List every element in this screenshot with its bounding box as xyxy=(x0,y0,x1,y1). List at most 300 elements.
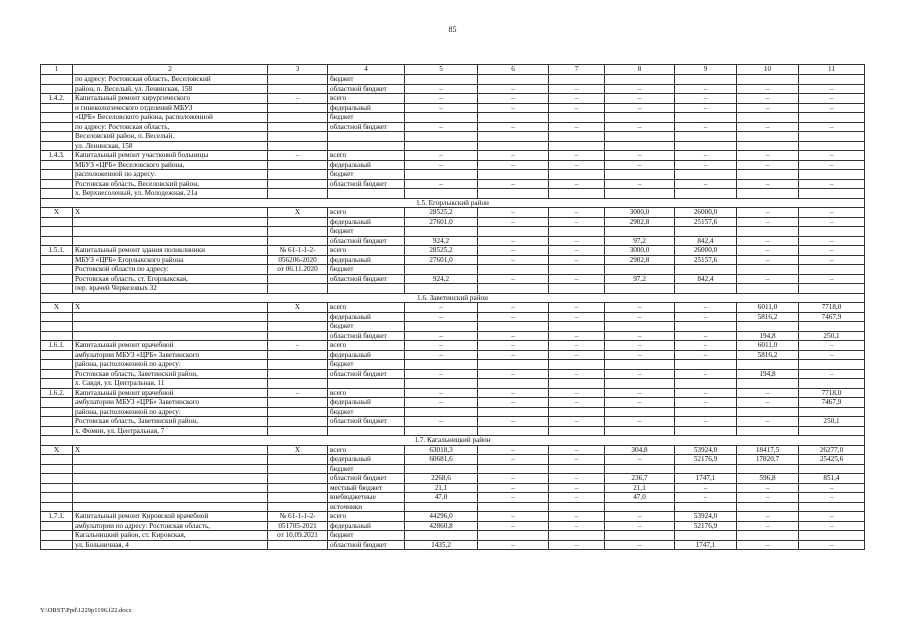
table-cell: – xyxy=(675,350,737,360)
table-cell: – xyxy=(549,103,605,113)
table-cell xyxy=(675,360,737,370)
table-cell xyxy=(799,464,865,474)
table-cell: 1.7.1. xyxy=(41,512,73,522)
table-cell xyxy=(268,455,328,465)
table-cell: Ростовская область, Веселовский район, xyxy=(73,179,268,189)
table-cell: Х xyxy=(41,445,73,455)
table-row xyxy=(41,445,865,455)
table-cell xyxy=(268,474,328,484)
table-cell: Х xyxy=(73,208,268,218)
table-cell xyxy=(405,464,478,474)
table-cell: Капитальный ремонт врачебной xyxy=(73,341,268,351)
table-cell xyxy=(799,360,865,370)
table-cell: № 61-1-1-2- xyxy=(268,512,328,522)
table-cell: – xyxy=(675,388,737,398)
table-cell: МБУЗ «ЦРБ» Веселовского района, xyxy=(73,160,268,170)
table-cell xyxy=(605,284,675,294)
table-cell: – xyxy=(268,151,328,161)
table-cell: 63018,3 xyxy=(405,445,478,455)
table-cell: – xyxy=(799,540,865,550)
table-cell: – xyxy=(478,122,549,132)
table-cell xyxy=(799,322,865,332)
table-cell xyxy=(605,464,675,474)
table-cell: амбулатории МБУЗ «ЦРБ» Заветинского xyxy=(73,350,268,360)
table-cell xyxy=(799,141,865,151)
table-cell xyxy=(675,113,737,123)
table-cell xyxy=(478,141,549,151)
table-cell: бюджет xyxy=(328,227,405,237)
table-cell: – xyxy=(405,151,478,161)
table-cell: – xyxy=(799,255,865,265)
table-cell: – xyxy=(605,303,675,313)
table-cell xyxy=(73,312,268,322)
table-cell xyxy=(41,369,73,379)
table-cell: Ростовская область, ст. Егорлыкская, xyxy=(73,274,268,284)
table-cell: – xyxy=(799,274,865,284)
table-cell: Капитальный ремонт врачебной xyxy=(73,388,268,398)
table-cell: областной бюджет xyxy=(328,474,405,484)
table-cell: 26000,0 xyxy=(675,246,737,256)
table-cell: – xyxy=(737,122,799,132)
table-cell xyxy=(41,274,73,284)
table-cell: 250,1 xyxy=(799,417,865,427)
table-cell xyxy=(41,170,73,180)
table-row xyxy=(41,265,865,275)
table-cell xyxy=(478,360,549,370)
table-cell xyxy=(605,75,675,85)
table-cell xyxy=(799,379,865,389)
table-header-row xyxy=(41,65,865,75)
table-row xyxy=(41,379,865,389)
table-cell xyxy=(268,132,328,142)
table-cell: – xyxy=(549,331,605,341)
table-cell xyxy=(41,483,73,493)
table-cell xyxy=(675,284,737,294)
table-cell: – xyxy=(478,540,549,550)
table-cell: МБУЗ «ЦРБ» Егорлыкского района xyxy=(73,255,268,265)
table-cell: – xyxy=(737,540,799,550)
table-cell xyxy=(605,360,675,370)
table-cell xyxy=(405,360,478,370)
table-cell xyxy=(737,426,799,436)
table-cell xyxy=(41,331,73,341)
budget-table xyxy=(40,64,865,550)
table-cell: 47,0 xyxy=(405,493,478,503)
table-row xyxy=(41,160,865,170)
table-row xyxy=(41,417,865,427)
table-cell xyxy=(799,426,865,436)
table-cell: – xyxy=(478,179,549,189)
table-cell: внебюджетные xyxy=(328,493,405,503)
table-cell xyxy=(405,189,478,199)
table-row xyxy=(41,170,865,180)
table-row xyxy=(41,179,865,189)
table-cell xyxy=(73,464,268,474)
table-cell: 1747,1 xyxy=(675,474,737,484)
table-cell: – xyxy=(268,94,328,104)
table-row xyxy=(41,274,865,284)
column-header: 4 xyxy=(328,65,405,75)
table-cell: – xyxy=(605,540,675,550)
table-row xyxy=(41,284,865,294)
table-cell xyxy=(799,132,865,142)
table-cell: – xyxy=(605,151,675,161)
table-cell: – xyxy=(549,274,605,284)
table-cell xyxy=(41,265,73,275)
table-cell xyxy=(478,265,549,275)
table-cell: – xyxy=(737,179,799,189)
table-cell: расположенной по адресу: xyxy=(73,170,268,180)
table-row xyxy=(41,331,865,341)
table-cell: бюджет xyxy=(328,75,405,85)
table-row xyxy=(41,369,865,379)
table-cell: – xyxy=(605,455,675,465)
table-cell: 1747,1 xyxy=(675,540,737,550)
table-cell xyxy=(675,227,737,237)
table-cell xyxy=(268,331,328,341)
table-cell: – xyxy=(478,331,549,341)
table-cell: – xyxy=(799,512,865,522)
table-cell: Х xyxy=(41,208,73,218)
table-cell: 7467,9 xyxy=(799,398,865,408)
table-cell: – xyxy=(799,246,865,256)
table-cell: – xyxy=(549,236,605,246)
table-cell xyxy=(549,322,605,332)
table-cell xyxy=(268,483,328,493)
table-row xyxy=(41,398,865,408)
table-cell: 25425,6 xyxy=(799,455,865,465)
table-cell: – xyxy=(549,341,605,351)
table-cell: федеральный xyxy=(328,217,405,227)
table-cell: Х xyxy=(268,445,328,455)
table-row xyxy=(41,341,865,351)
table-cell xyxy=(799,407,865,417)
table-cell: – xyxy=(737,521,799,531)
table-cell: 17820,7 xyxy=(737,455,799,465)
table-cell xyxy=(41,236,73,246)
table-cell: – xyxy=(799,208,865,218)
table-cell: 97,2 xyxy=(605,236,675,246)
table-cell xyxy=(268,322,328,332)
table-cell xyxy=(478,113,549,123)
table-cell: – xyxy=(737,398,799,408)
table-cell: областной бюджет xyxy=(328,179,405,189)
table-cell xyxy=(405,502,478,512)
table-cell: – xyxy=(737,236,799,246)
table-cell: амбулатории МБУЗ «ЦРБ» Заветинского xyxy=(73,398,268,408)
table-cell: 842,4 xyxy=(675,274,737,284)
table-cell: всего xyxy=(328,445,405,455)
table-cell: – xyxy=(405,84,478,94)
table-cell xyxy=(478,132,549,142)
table-cell xyxy=(675,170,737,180)
table-cell xyxy=(605,502,675,512)
table-cell xyxy=(73,217,268,227)
table-cell xyxy=(41,141,73,151)
table-cell: – xyxy=(605,312,675,322)
table-cell: амбулатории по адресу: Ростовская область, xyxy=(73,521,268,531)
table-cell xyxy=(41,122,73,132)
table-cell: областной бюджет xyxy=(328,84,405,94)
table-row xyxy=(41,132,865,142)
table-cell xyxy=(737,407,799,417)
table-cell xyxy=(737,379,799,389)
table-row xyxy=(41,474,865,484)
table-cell: район, п. Веселый, ул. Ленинская, 158 xyxy=(73,84,268,94)
table-cell xyxy=(737,464,799,474)
table-row xyxy=(41,255,865,265)
table-cell: ул. Ленинская, 158 xyxy=(73,141,268,151)
table-cell xyxy=(268,113,328,123)
table-cell: федеральный xyxy=(328,103,405,113)
table-cell: – xyxy=(737,84,799,94)
table-cell: всего xyxy=(328,512,405,522)
table-cell xyxy=(799,284,865,294)
table-cell: – xyxy=(549,493,605,503)
table-cell: – xyxy=(605,398,675,408)
table-cell xyxy=(605,132,675,142)
table-cell xyxy=(605,531,675,541)
table-cell xyxy=(799,531,865,541)
table-cell xyxy=(41,84,73,94)
table-cell: 2268,6 xyxy=(405,474,478,484)
table-cell: – xyxy=(405,369,478,379)
table-cell: – xyxy=(478,493,549,503)
table-cell xyxy=(41,474,73,484)
table-cell: бюджет xyxy=(328,464,405,474)
table-row xyxy=(41,312,865,322)
table-cell xyxy=(73,455,268,465)
table-cell: – xyxy=(478,455,549,465)
table-row xyxy=(41,464,865,474)
table-cell: – xyxy=(549,417,605,427)
table-cell: всего xyxy=(328,388,405,398)
table-cell: 27601,0 xyxy=(405,217,478,227)
table-cell xyxy=(737,284,799,294)
table-cell: – xyxy=(605,179,675,189)
table-cell xyxy=(737,360,799,370)
table-cell xyxy=(268,502,328,512)
table-cell: – xyxy=(799,122,865,132)
table-cell: 7718,0 xyxy=(799,388,865,398)
table-cell: областной бюджет xyxy=(328,417,405,427)
table-cell: – xyxy=(478,274,549,284)
table-cell xyxy=(737,189,799,199)
table-cell: – xyxy=(268,341,328,351)
table-cell: областной бюджет xyxy=(328,369,405,379)
table-cell: 25157,6 xyxy=(675,255,737,265)
table-cell: – xyxy=(549,483,605,493)
column-header: 6 xyxy=(478,65,549,75)
table-cell: – xyxy=(478,246,549,256)
table-cell xyxy=(737,227,799,237)
column-header: 9 xyxy=(675,65,737,75)
section-row xyxy=(41,293,865,303)
table-cell xyxy=(478,75,549,85)
table-cell: 21,1 xyxy=(605,483,675,493)
table-cell: – xyxy=(737,208,799,218)
table-cell: – xyxy=(405,388,478,398)
table-cell: района, расположенной по адресу: xyxy=(73,360,268,370)
table-cell: всего xyxy=(328,208,405,218)
table-cell xyxy=(799,113,865,123)
table-cell: – xyxy=(549,474,605,484)
table-cell xyxy=(73,331,268,341)
table-cell: – xyxy=(737,151,799,161)
table-cell: – xyxy=(268,388,328,398)
table-cell: – xyxy=(799,179,865,189)
table-cell xyxy=(268,464,328,474)
table-cell: – xyxy=(605,521,675,531)
table-cell xyxy=(73,236,268,246)
table-row xyxy=(41,388,865,398)
table-row xyxy=(41,540,865,550)
table-cell: – xyxy=(405,417,478,427)
table-cell xyxy=(268,398,328,408)
table-cell: – xyxy=(478,94,549,104)
table-cell xyxy=(478,407,549,417)
table-cell: – xyxy=(405,103,478,113)
table-cell: – xyxy=(605,341,675,351)
table-cell xyxy=(268,236,328,246)
table-cell xyxy=(799,502,865,512)
table-cell: – xyxy=(478,369,549,379)
table-cell xyxy=(268,160,328,170)
table-cell: Х xyxy=(41,303,73,313)
table-cell xyxy=(405,132,478,142)
table-cell: – xyxy=(478,255,549,265)
table-cell: бюджет xyxy=(328,531,405,541)
table-cell: федеральный xyxy=(328,255,405,265)
table-cell: 53924,0 xyxy=(675,445,737,455)
table-cell: областной бюджет xyxy=(328,236,405,246)
table-cell xyxy=(549,132,605,142)
table-cell xyxy=(41,113,73,123)
table-row xyxy=(41,151,865,161)
table-cell: – xyxy=(478,445,549,455)
table-cell xyxy=(328,141,405,151)
table-cell xyxy=(268,493,328,503)
table-cell: – xyxy=(737,274,799,284)
table-cell xyxy=(478,170,549,180)
table-cell xyxy=(549,227,605,237)
column-header: 10 xyxy=(737,65,799,75)
table-cell xyxy=(268,360,328,370)
table-cell: источники xyxy=(328,502,405,512)
table-cell: – xyxy=(675,312,737,322)
column-header: 1 xyxy=(41,65,73,75)
table-cell: Ростовская область, Заветинский район, xyxy=(73,369,268,379)
table-cell: федеральный xyxy=(328,350,405,360)
table-cell xyxy=(41,464,73,474)
table-cell xyxy=(268,170,328,180)
table-cell: Кагальницкий район, ст. Кировская, xyxy=(73,531,268,541)
table-cell xyxy=(41,179,73,189)
table-cell xyxy=(41,255,73,265)
table-cell xyxy=(799,265,865,275)
table-cell xyxy=(549,113,605,123)
table-cell: – xyxy=(549,217,605,227)
table-cell xyxy=(549,407,605,417)
table-cell xyxy=(675,189,737,199)
table-row xyxy=(41,113,865,123)
table-row xyxy=(41,426,865,436)
table-cell: – xyxy=(737,512,799,522)
table-cell: по адресу: Ростовская область, xyxy=(73,122,268,132)
table-cell: – xyxy=(478,312,549,322)
table-cell xyxy=(675,322,737,332)
table-cell xyxy=(73,227,268,237)
table-cell: – xyxy=(675,179,737,189)
table-cell: Капитальный ремонт Кировской врачебной xyxy=(73,512,268,522)
table-cell: – xyxy=(549,94,605,104)
table-row xyxy=(41,122,865,132)
table-row xyxy=(41,141,865,151)
table-cell xyxy=(737,265,799,275)
table-cell: 051705-2021 xyxy=(268,521,328,531)
table-cell: 27601,0 xyxy=(405,255,478,265)
table-row xyxy=(41,407,865,417)
column-header: 7 xyxy=(549,65,605,75)
table-cell: х. Верхнесоленый, ул. Молодежная, 21а xyxy=(73,189,268,199)
table-cell: бюджет xyxy=(328,170,405,180)
table-row xyxy=(41,94,865,104)
table-cell: 056206-2020 xyxy=(268,255,328,265)
table-cell: всего xyxy=(328,151,405,161)
table-cell xyxy=(41,75,73,85)
table-cell xyxy=(549,75,605,85)
table-cell: – xyxy=(549,84,605,94)
table-row xyxy=(41,246,865,256)
table-cell: – xyxy=(549,122,605,132)
table-cell xyxy=(268,417,328,427)
table-cell: – xyxy=(549,303,605,313)
table-cell xyxy=(478,322,549,332)
table-cell: Ростовская область, Заветинский район, xyxy=(73,417,268,427)
table-cell xyxy=(73,493,268,503)
table-cell: бюджет xyxy=(328,360,405,370)
table-cell: – xyxy=(549,540,605,550)
table-cell: х. Фомин, ул. Центральная, 7 xyxy=(73,426,268,436)
table-cell: 924,2 xyxy=(405,236,478,246)
table-cell: федеральный xyxy=(328,160,405,170)
table-cell xyxy=(405,426,478,436)
table-cell xyxy=(478,464,549,474)
table-cell: 53924,0 xyxy=(675,512,737,522)
table-cell: федеральный xyxy=(328,398,405,408)
table-row xyxy=(41,217,865,227)
table-cell: 3000,0 xyxy=(605,246,675,256)
table-cell: – xyxy=(737,160,799,170)
table-cell: района, расположенной по адресу: xyxy=(73,407,268,417)
table-cell: – xyxy=(605,122,675,132)
table-row xyxy=(41,512,865,522)
table-cell xyxy=(549,464,605,474)
table-cell xyxy=(41,407,73,417)
table-cell xyxy=(737,322,799,332)
table-cell: – xyxy=(478,303,549,313)
table-cell: – xyxy=(549,388,605,398)
table-cell: – xyxy=(675,331,737,341)
table-cell xyxy=(478,426,549,436)
table-cell xyxy=(41,284,73,294)
table-cell: 47,0 xyxy=(605,493,675,503)
table-cell xyxy=(41,227,73,237)
table-cell: – xyxy=(799,94,865,104)
table-cell: – xyxy=(799,341,865,351)
table-cell xyxy=(405,170,478,180)
table-cell: федеральный xyxy=(328,455,405,465)
